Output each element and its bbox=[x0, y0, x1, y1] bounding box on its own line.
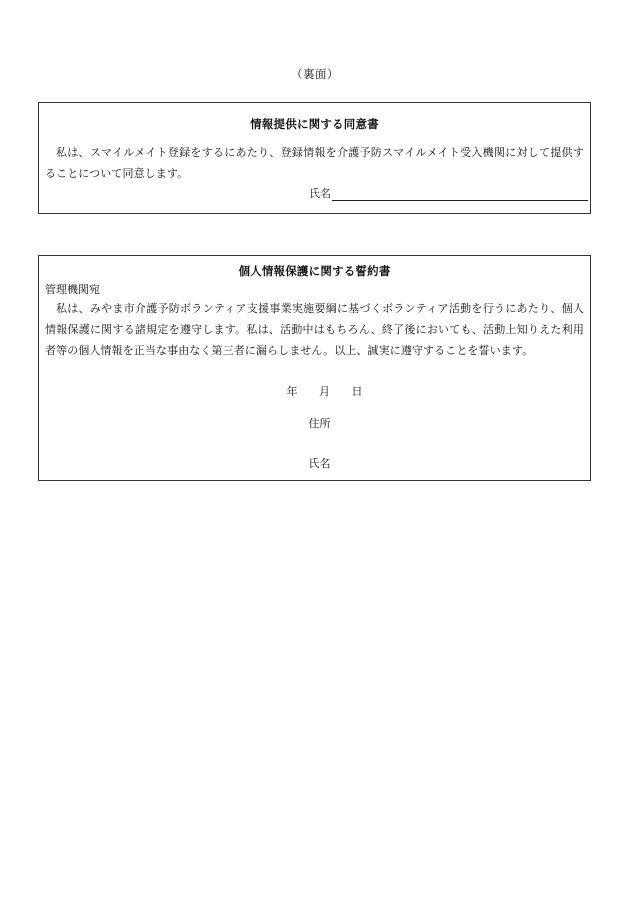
pledge-date-row bbox=[39, 383, 590, 399]
pledge-address-label: 住所 bbox=[308, 417, 331, 430]
pledge-title: 個人情報保護に関する誓約書 bbox=[238, 264, 391, 278]
consent-title: 情報提供に関する同意書 bbox=[250, 117, 379, 131]
consent-name-label: 氏名 bbox=[309, 187, 331, 200]
consent-signature-row bbox=[309, 185, 588, 201]
page-heading: （裏面） bbox=[291, 67, 339, 81]
date-month-label: 月 bbox=[319, 385, 330, 398]
pledge-name-label: 氏名 bbox=[308, 457, 331, 470]
consent-body: 私は、スマイルメイト登録をするにあたり、登録情報を介護予防スマイルメイト受入機関に対して提供することについて同意します。 bbox=[45, 146, 584, 180]
pledge-form bbox=[38, 255, 591, 481]
pledge-addressee: 管理機関宛 bbox=[45, 283, 100, 296]
consent-name-line[interactable] bbox=[332, 187, 588, 201]
consent-form bbox=[38, 102, 591, 214]
date-day-label: 日 bbox=[351, 385, 363, 398]
date-year-label: 年 bbox=[286, 385, 298, 398]
pledge-body: 私は、みやま市介護予防ボランティア支援事業実施要綱に基づくボランティア活動を行うにあたり、個人情報保護に関する諸規定を遵守します。私は、活動中はもちろん、終了後においても、活動上知りえた利用者等の個人情報を正当な事由なく第三者に漏らしません。以上、誠実に遵守することを誓います。 bbox=[45, 302, 584, 357]
